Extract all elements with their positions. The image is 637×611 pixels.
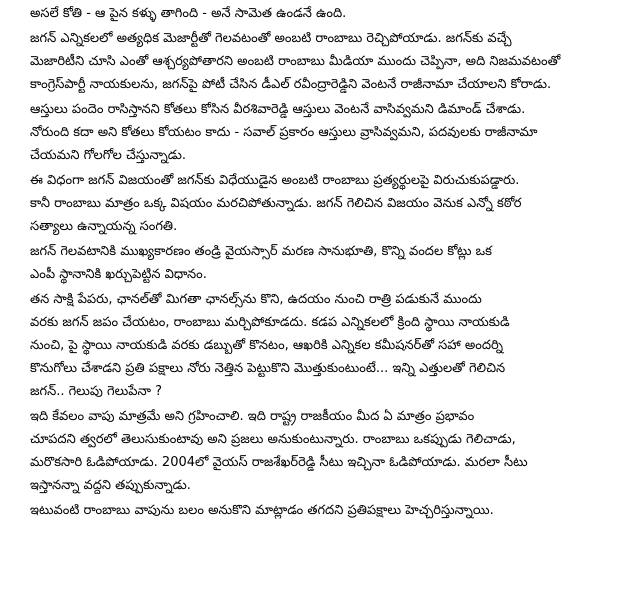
text-line: నుంచి, పై స్థాయి నాయకుడి వరకు డబ్బుతో కొనటం, ఆఖరికి ఎన్నికల కమీషనర్‌తో సహా అందర్ని (30, 338, 503, 353)
text-line: నోరుంది కదా అని కోతలు కోయటం కాదు - సవాల్ ప్రకారం ఆస్తులు వ్రాసివ్వమని, పదవులకు రాజీనామా (30, 125, 538, 140)
text-line: ఆస్తులు పందెం రాసిస్తానని కోతలు కోసిన వీరశివారెడ్డి ఆస్తులు వెంటనే వాసివ్వమని డిమాండ్ చేశాడు. (30, 102, 526, 117)
text-line: వరకు జగన్ జపం చేయటం, రాంబాబు మర్చిపోకూడదు. కడప ఎన్నికలలో క్రింది స్థాయి నాయకుడి (30, 315, 510, 330)
text-line: అసలే కోతి - ఆ పైన కళ్ళు తాగింది - అనే సామెత ఉండనే ఉంది. (30, 6, 347, 21)
text-line: జగన్ ఎన్నికలలో అత్యధిక మెజార్టీతో గెలవటంతో అంబటి రాంబాబు రెచ్చిపోయాడు. జగన్‌కు వచ్చే (30, 31, 512, 46)
text-line: చూపదని త్వరలో తెలుసుకుంటావు అని ప్రజలు అనుకుంటున్నారు. రాంబాబు ఒకప్పుడు గెలిచాడు, (30, 432, 516, 447)
text-line: జగన్ గెలవటానికి ముఖ్యకారణం తండ్రి వైయస్సార్ మరణ సానుభూతి, కొన్ని వందల కోట్లు ఒక (30, 244, 492, 259)
text-line: కొనుగోలు చేశాడని ప్రతి పక్షాలు నోరు నెత్తిన పెట్టుకొని మొత్తుకుంటుంటే... ఇన్ని ఎత్తులతో గెలిచిన (30, 361, 506, 376)
text-line: మెజారిటీని చూసి ఎంతో ఆశ్చర్యపోతారని అంబటి రాంబాబు మీడియా ముందు చెప్పినా, అది నిజమవటంతో (30, 54, 561, 69)
text-line: మరొకసారి ఓడిపోయాడు. 2004లో వైయస్ రాజశేఖర్‌రెడ్డి సీటు ఇచ్చినా ఓడిపోయాడు. మరలా సీటు (30, 455, 528, 470)
text-line: ఎంపీ స్థానానికి ఖర్చుపెట్టిన విధానం. (30, 267, 207, 282)
text-line: తన సాక్షి పేపరు, ఛానల్‌తో మిగతా ఛానల్స్‌ను కొని, ఉదయం నుంచి రాత్రి పడుకునే ముందు (30, 292, 482, 307)
text-line: ఈ విధంగా జగన్ విజయంతో జగన్‌కు విధేయుడైన అంబటి రాంబాబు ప్రత్యర్థులపై విరుచుకుపడ్డారు. (30, 173, 520, 188)
paragraph-8 (30, 499, 627, 522)
paragraph-6 (30, 288, 627, 403)
paragraph-3 (30, 98, 627, 167)
paragraph-7 (30, 405, 627, 497)
text-line: జగన్.. గెలుపు గెలుపేనా ? (30, 384, 163, 399)
text-line: ఇస్తానన్నా వద్దని తప్పుకున్నాడు. (30, 478, 191, 493)
paragraph-1 (30, 2, 627, 25)
paragraph-4 (30, 169, 627, 238)
text-line: కానీ రాంబాబు మాత్రం ఒక్క విషయం మరచిపోతున్నాడు. జగన్ గెలిచిన విజయం వెనుక ఎన్నో కఠోర (30, 196, 522, 211)
text-line: ఇది కేవలం వాపు మాత్రమే అని గ్రహించాలి. ఇది రాష్ట్ర రాజకీయం మీద ఏ మాత్రం ప్రభావం (30, 409, 475, 424)
text-line: సత్యాలు ఉన్నాయన్న సంగతి. (30, 219, 178, 234)
text-line: చేయమని గోలగోల చేస్తున్నాడు. (30, 148, 186, 163)
paragraph-5 (30, 240, 627, 286)
text-line: ఇటువంటి రాంబాబు వాపును బలం అనుకొని మాట్లాడం తగదని ప్రతిపక్షాలు హెచ్చరిస్తున్నాయి. (30, 503, 494, 518)
text-line: కాంగ్రెస్‌పార్టీ నాయకులను, జగన్‌పై పోటీ చేసిన డీఎల్ రవీంద్రారెడ్డిని వెంటనే రాజీనామా చేయాలని కోరాడు. (30, 77, 552, 92)
paragraph-2 (30, 27, 627, 96)
